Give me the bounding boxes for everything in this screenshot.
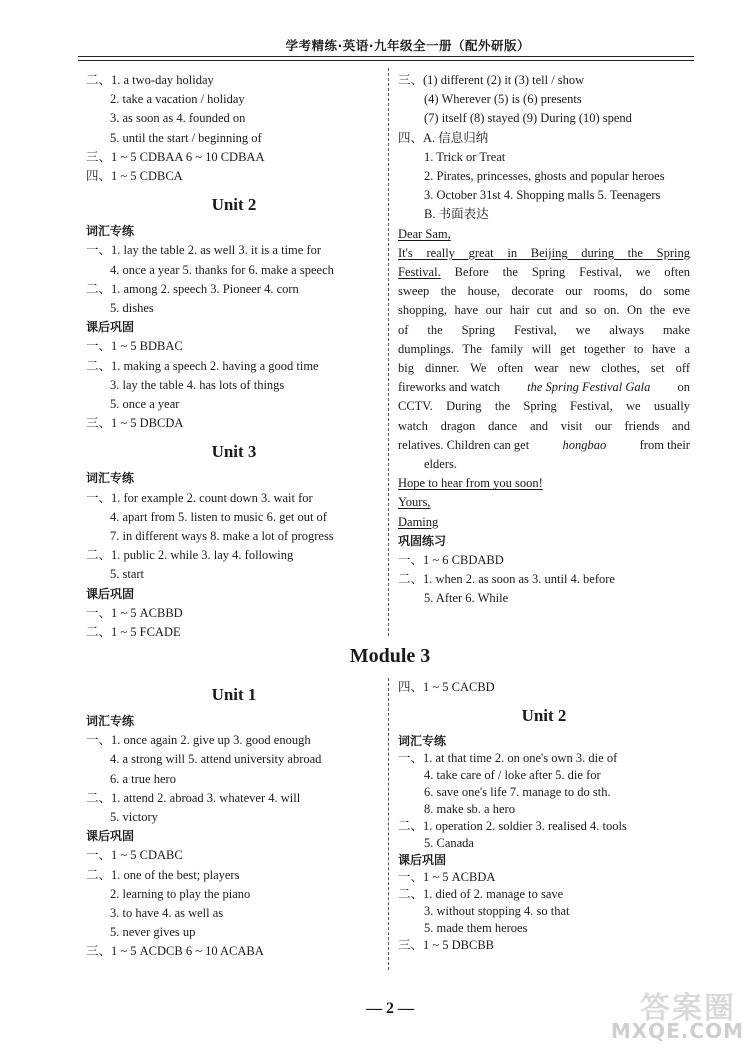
answer-line: 二、1. died of 2. manage to save (398, 887, 564, 902)
letter-line: big dinner. We often wear new clothes, set off (398, 361, 690, 376)
answer-line: 二、1. among 2. speech 3. Pioneer 4. corn (86, 281, 299, 296)
page-number: — 2 — (366, 1000, 414, 1017)
answer-line: 一、1 ~ 5 ACBBD (86, 605, 183, 620)
answer-line: 二、1. making a speech 2. having a good time (86, 358, 319, 373)
sample-letter (398, 225, 690, 532)
section-heading: 课后巩固 (86, 320, 135, 335)
answer-line: 三、1 ~ 5 DBCDA (86, 416, 184, 431)
letter-closing: Hope to hear from you soon! (398, 476, 543, 491)
letter-line: sweep the house, decorate our rooms, do some (398, 284, 690, 299)
unit-title: Unit 1 (211, 685, 257, 704)
answer-line: 5. never gives up (110, 925, 196, 940)
answer-line: 四、1 ~ 5 CDBCA (86, 169, 183, 184)
answer-line: 一、1. at that time 2. on one's own 3. die of (398, 751, 618, 766)
letter-phrase-italic: hongbao (562, 437, 607, 452)
answer-line: 2. learning to play the piano (110, 886, 251, 901)
letter-line: CCTV. During the Spring Festival, we usually (398, 399, 690, 414)
letter-line: of the Spring Festival, we always make (398, 322, 690, 337)
letter-phrase: on (677, 380, 690, 395)
unit-title: Unit 2 (211, 195, 257, 215)
watermark-text: 答案圈 (640, 991, 736, 1026)
letter-phrase: Festival. (398, 265, 441, 280)
letter-phrase: from their (639, 437, 690, 452)
answer-line: B. 书面表达 (424, 207, 489, 222)
header-rule (78, 56, 694, 57)
unit-title: Unit 3 (211, 442, 257, 462)
right-top-column (398, 71, 690, 609)
answer-line: 5. until the start / beginning of (110, 130, 262, 145)
answer-line: 4. once a year 5. thanks for 6. make a speech (110, 262, 334, 277)
letter-phrase: relatives. Children can get (398, 437, 530, 452)
left-bottom-column (86, 680, 382, 962)
answer-line: 3. October 31st 4. Shopping malls 5. Teenagers (424, 188, 661, 203)
answer-line: 5. After 6. While (424, 591, 509, 606)
answer-line: 5. victory (110, 810, 158, 825)
column-divider-top (388, 68, 389, 636)
letter-sign-off: Yours, (398, 495, 431, 510)
answer-line: 三、(1) different (2) it (3) tell / show (398, 73, 585, 87)
answer-line: 一、1 ~ 6 CBDABD (398, 553, 504, 568)
answer-line: (4) Wherever (5) is (6) presents (424, 92, 582, 107)
letter-phrase: fireworks and watch (398, 380, 501, 395)
answer-line: 一、1 ~ 5 CDABC (86, 848, 183, 863)
answer-line: 6. a true hero (110, 771, 176, 786)
answer-line: 二、1. public 2. while 3. lay 4. following (86, 548, 294, 563)
answer-line: 一、1 ~ 5 ACBDA (398, 870, 496, 885)
answer-line: 5. start (110, 567, 145, 582)
section-heading: 词汇专练 (398, 734, 447, 749)
section-heading: 课后巩固 (86, 829, 135, 844)
letter-phrase: Before the Spring Festival, we often (440, 265, 690, 280)
answer-line: 二、1. a two-day holiday (86, 73, 214, 87)
answer-line: 2. Pirates, princesses, ghosts and popular heroes (424, 169, 665, 184)
section-heading: 词汇专练 (86, 714, 135, 728)
answer-line: 5. dishes (110, 301, 154, 316)
answer-line: 一、1. for example 2. count down 3. wait for (86, 490, 313, 505)
answer-line: 四、A. 信息归纳 (398, 130, 489, 145)
right-bottom-column (398, 678, 690, 954)
answer-line: 一、1 ~ 5 BDBAC (86, 339, 183, 354)
answer-line: 5. Canada (424, 836, 474, 851)
answer-line: 二、1. operation 2. soldier 3. realised 4. tools (398, 819, 627, 834)
section-heading: 巩固练习 (398, 533, 447, 548)
letter-signature: Daming (398, 514, 439, 529)
answer-line: 4. apart from 5. listen to music 6. get out of (110, 509, 327, 524)
answer-line: 二、1. one of the best; players (86, 867, 240, 882)
left-top-column (86, 71, 382, 642)
answer-line: 三、1 ~ 5 ACDCB 6 ~ 10 ACABA (86, 944, 264, 959)
answer-line: 1. Trick or Treat (424, 149, 506, 164)
answer-line: 3. as soon as 4. founded on (110, 111, 246, 126)
answer-line: 3. without stopping 4. so that (424, 904, 570, 919)
page-header (0, 0, 750, 62)
answer-line: 3. to have 4. as well as (110, 906, 224, 921)
answer-line: 二、1. when 2. as soon as 3. until 4. before (398, 572, 615, 587)
answer-line: 3. lay the table 4. has lots of things (110, 377, 285, 392)
letter-line (398, 436, 690, 455)
module-title: Module 3 (349, 645, 431, 667)
letter-phrase-italic: the Spring Festival Gala (527, 380, 651, 395)
letter-line: It's really great in Beijing during the Spring (398, 245, 690, 260)
section-heading: 词汇专练 (86, 224, 135, 239)
answer-line: 4. take care of / loke after 5. die for (424, 768, 601, 783)
letter-line: elders. (424, 457, 457, 472)
header-rule-thin (78, 60, 694, 61)
unit-title: Unit 2 (521, 706, 567, 726)
answer-line: 8. make sb. a hero (424, 802, 515, 817)
column-divider-bottom (388, 678, 389, 970)
answer-line: 6. save one's life 7. manage to do sth. (424, 785, 611, 800)
watermark-logo (612, 983, 744, 1043)
section-heading: 词汇专练 (86, 471, 135, 486)
answer-line: 5. once a year (110, 397, 180, 412)
answer-line: 一、1. once again 2. give up 3. good enough (86, 733, 311, 748)
watermark-url: MXQE.COM (610, 1019, 744, 1043)
answer-line: 5. made them heroes (424, 921, 528, 936)
answer-line: 二、1 ~ 5 FCADE (86, 625, 181, 640)
letter-line (398, 263, 690, 282)
section-heading: 课后巩固 (398, 853, 447, 868)
answer-line: 2. take a vacation / holiday (110, 92, 245, 107)
answer-line: 4. a strong will 5. attend university abroad (110, 752, 322, 767)
letter-line (398, 378, 690, 397)
answer-line: 7. in different ways 8. make a lot of progress (110, 529, 334, 544)
letter-line: watch dragon dance and visit our friends and (398, 418, 690, 433)
section-heading: 课后巩固 (86, 586, 135, 601)
answer-line: 四、1 ~ 5 CACBD (398, 680, 495, 694)
letter-line: dumplings. The family will get together to have a (398, 341, 690, 356)
header-title: 学考精练·英语·九年级全一册（配外研版） (285, 38, 530, 53)
letter-line: shopping, have our hair cut and so on. On the eve (398, 303, 690, 318)
answer-line: 三、1 ~ 5 CDBAA 6 ~ 10 CDBAA (86, 149, 265, 164)
answer-line: 一、1. lay the table 2. as well 3. it is a time for (86, 243, 322, 258)
answer-line: (7) itself (8) stayed (9) During (10) spend (424, 111, 632, 126)
answer-line: 二、1. attend 2. abroad 3. whatever 4. will (86, 790, 301, 805)
letter-salutation: Dear Sam, (398, 226, 451, 241)
answer-line: 三、1 ~ 5 DBCBB (398, 938, 495, 953)
